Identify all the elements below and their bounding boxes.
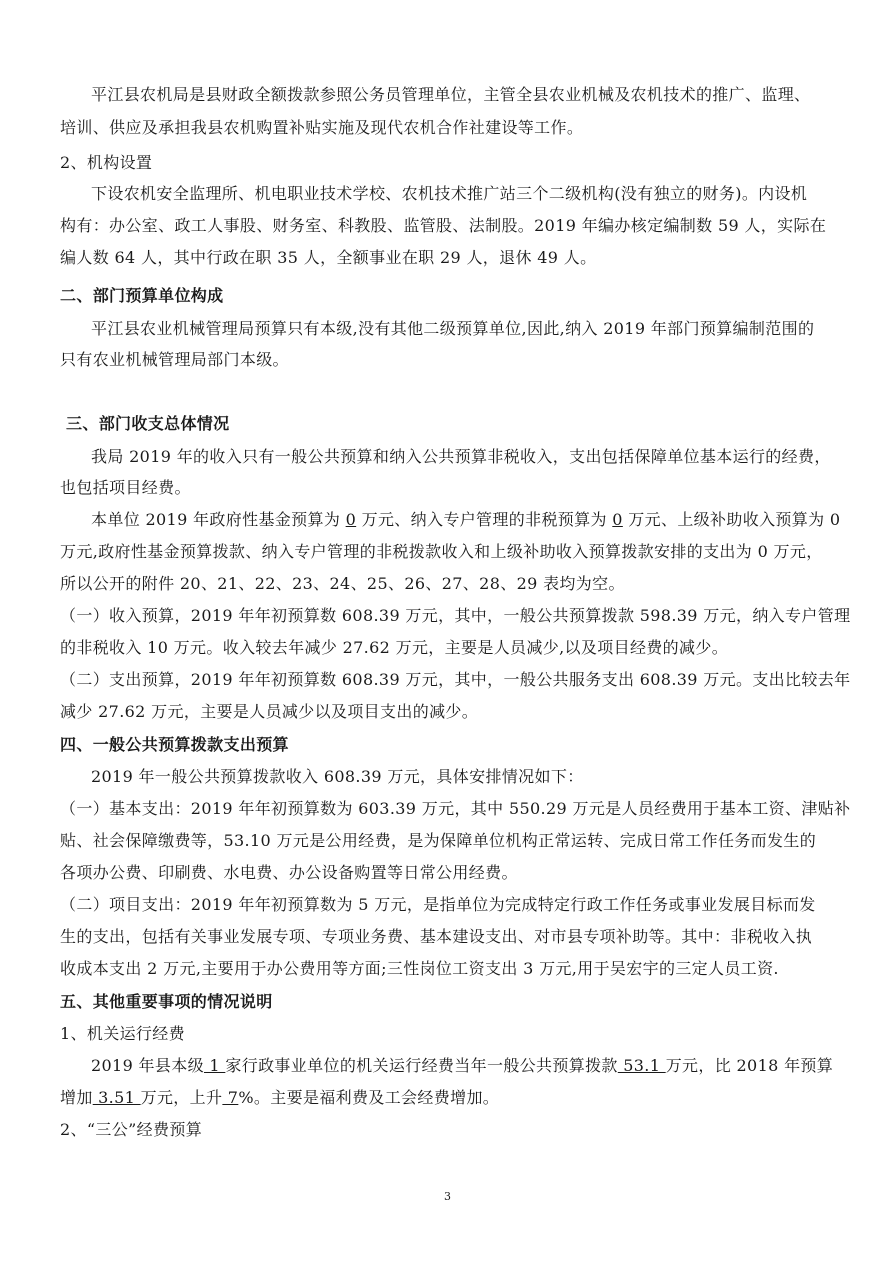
paragraph-line: 贴、社会保障缴费等，53.10 万元是公用经费，是为保障单位机构正常运转、完成日常工作任务而发生的: [60, 831, 817, 850]
text-span: %。主要是福利费及工会经费增加。: [238, 1088, 500, 1107]
paragraph-line: （二）项目支出：2019 年年初预算数为 5 万元，是指单位为完成特定行政工作任务或事业发展目标而发: [60, 895, 816, 914]
page-number: 3: [444, 1190, 451, 1203]
underlined-value: 7: [222, 1088, 239, 1107]
paragraph-line: 的非税收入 10 万元。收入较去年减少 27.62 万元，主要是人员减少,以及项目经费的减少。: [60, 638, 729, 657]
paragraph-line: 减少 27.62 万元，主要是人员减少以及项目支出的减少。: [60, 702, 479, 721]
paragraph-line: 万元,政府性基金预算拨款、纳入专户管理的非税拨款收入和上级补助收入预算拨款安排的支出为 0 万元，: [60, 542, 823, 561]
text-span: 增加: [60, 1088, 93, 1107]
underlined-value: 1: [203, 1056, 226, 1075]
underlined-value: 3.51: [92, 1088, 141, 1107]
paragraph-line: 下设农机安全监理所、机电职业技术学校、农机技术推广站三个二级机构(没有独立的财务)。内设机: [91, 184, 808, 203]
text-span: 家行政事业单位的机关运行经费当年一般公共预算拨款: [225, 1056, 618, 1075]
paragraph-line: [91, 1055, 871, 1077]
section-heading: 三、部门收支总体情况: [66, 414, 230, 433]
text-span: 万元，上升: [140, 1088, 223, 1107]
paragraph-line: [60, 1087, 840, 1109]
paragraph-line: 各项办公费、印刷费、水电费、办公设备购置等日常公用经费。: [60, 863, 518, 882]
text-span: 万元，比 2018 年预算: [665, 1056, 834, 1075]
paragraph-line: （二）支出预算，2019 年年初预算数 608.39 万元，其中，一般公共服务支出 608.39 万元。支出比较去年: [60, 670, 851, 689]
paragraph-line: （一）基本支出：2019 年年初预算数为 603.39 万元，其中 550.29 万元是人员经费用于基本工资、津贴补: [60, 799, 851, 818]
paragraph-line: 平江县农机局是县财政全额拨款参照公务员管理单位，主管全县农业机械及农机技术的推广、监理、: [91, 85, 811, 104]
paragraph-line: 生的支出，包括有关事业发展专项、专项业务费、基本建设支出、对市县专项补助等。其中：非税收入执: [60, 927, 813, 946]
subheading: 2、机构设置: [60, 153, 153, 172]
subheading: 2、“三公”经费预算: [60, 1120, 203, 1139]
paragraph-line: [91, 509, 871, 531]
underlined-value: 53.1: [617, 1056, 666, 1075]
section-heading: 二、部门预算单位构成: [60, 286, 224, 305]
text-span: 万元、上级补助收入预算为 0: [622, 510, 841, 529]
text-span: 本单位 2019 年政府性基金预算为: [91, 510, 346, 529]
paragraph-line: 收成本支出 2 万元,主要用于办公费用等方面;三性岗位工资支出 3 万元,用于吴宏宇的三定人员工资.: [60, 959, 779, 978]
text-span: 2019 年县本级: [91, 1056, 204, 1075]
section-heading: 五、其他重要事项的情况说明: [60, 992, 273, 1011]
paragraph-line: 平江县农业机械管理局预算只有本级,没有其他二级预算单位,因此,纳入 2019 年部门预算编制范围的: [91, 319, 815, 338]
paragraph-line: 2019 年一般公共预算拨款收入 608.39 万元，具体安排情况如下：: [91, 767, 584, 786]
paragraph-line: 我局 2019 年的收入只有一般公共预算和纳入公共预算非税收入，支出包括保障单位基本运行的经费，: [91, 447, 831, 466]
paragraph-line: 培训、供应及承担我县农机购置补贴实施及现代农机合作社建设等工作。: [60, 118, 584, 137]
underlined-value: 0: [612, 510, 623, 529]
paragraph-line: 只有农业机械管理局部门本级。: [60, 350, 289, 369]
subheading: 1、机关运行经费: [60, 1024, 185, 1043]
paragraph-line: （一）收入预算，2019 年年初预算数 608.39 万元，其中，一般公共预算拨款 598.39 万元，纳入专户管理: [60, 606, 851, 625]
section-heading: 四、一般公共预算拨款支出预算: [60, 735, 289, 754]
text-span: 万元、纳入专户管理的非税预算为: [356, 510, 613, 529]
paragraph-line: 也包括项目经费。: [60, 478, 191, 497]
paragraph-line: 所以公开的附件 20、21、22、23、24、25、26、27、28、29 表均为空。: [60, 574, 625, 593]
paragraph-line: 构有：办公室、政工人事股、财务室、科教股、监管股、法制股。2019 年编办核定编制数 59 人，实际在: [60, 216, 827, 235]
paragraph-line: 编人数 64 人，其中行政在职 35 人，全额事业在职 29 人，退休 49 人。: [60, 248, 597, 267]
underlined-value: 0: [345, 510, 357, 529]
